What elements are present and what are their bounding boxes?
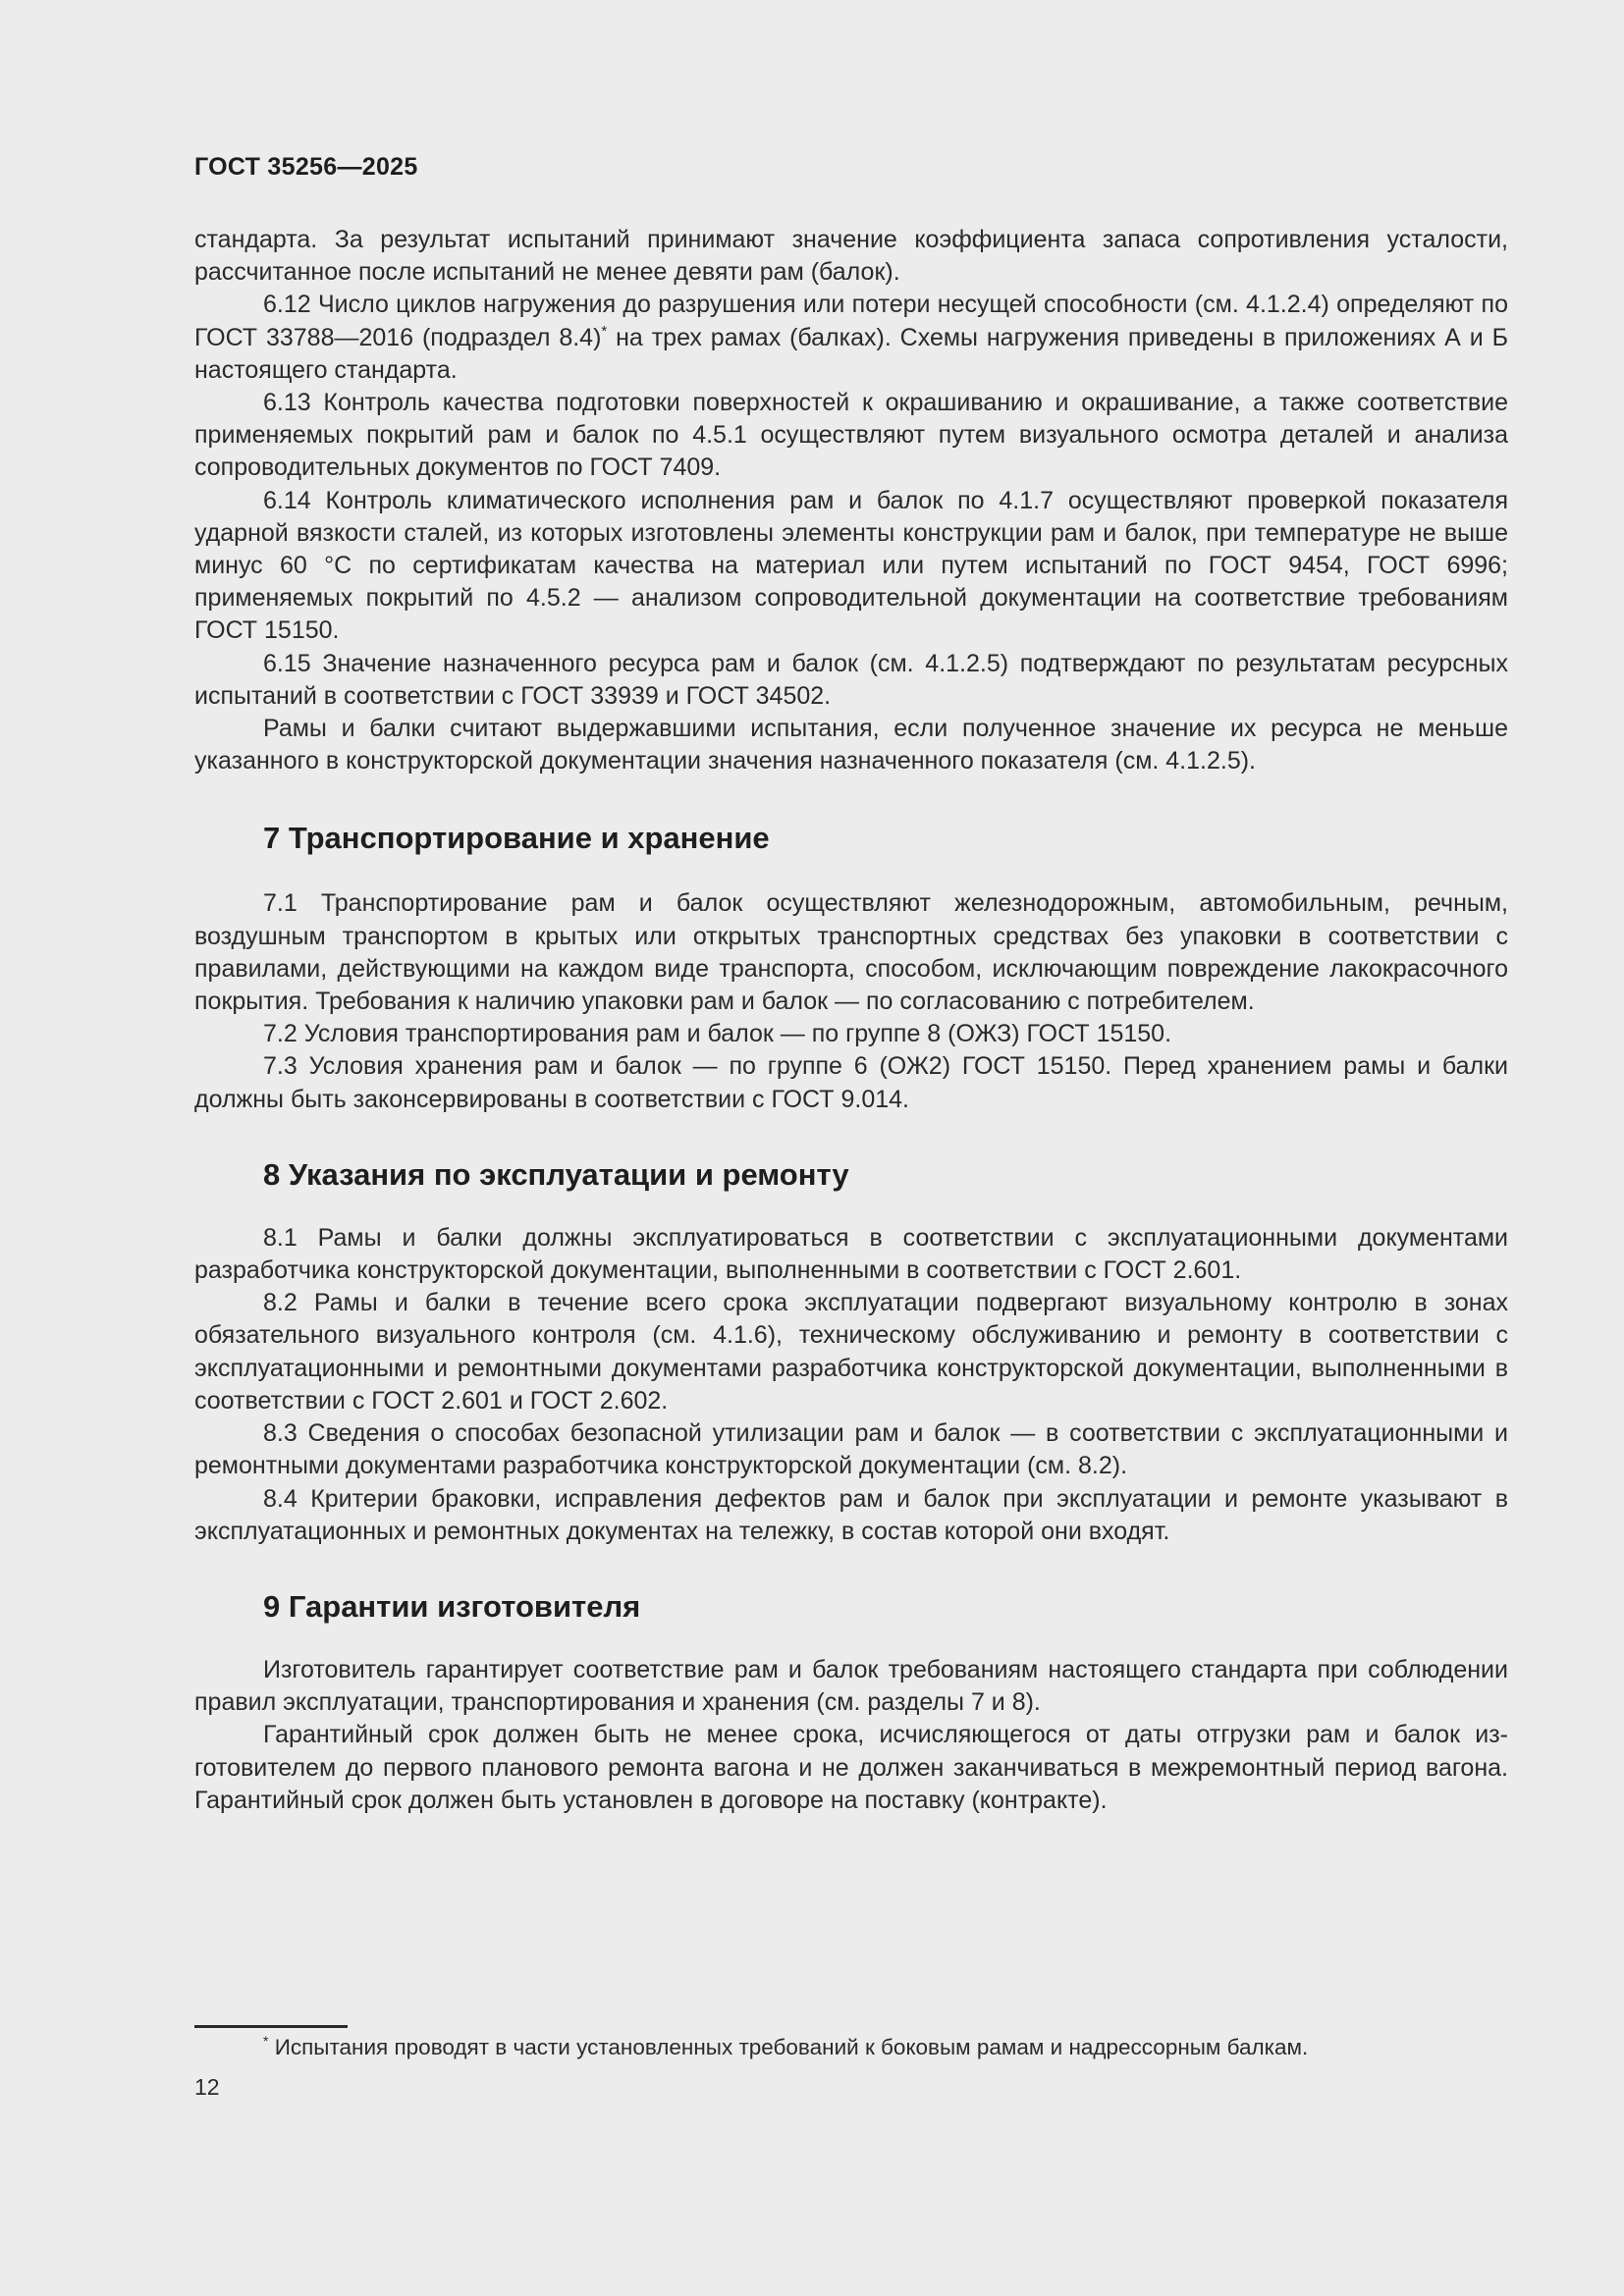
footnote-reference-mark: * bbox=[601, 322, 608, 340]
footnote-mark: * bbox=[263, 2033, 269, 2049]
paragraph-6-13: 6.13 Контроль качества подготовки поверхностей к окрашиванию и окрашивание, а также соответствие применяемых покрытий рам и балок по 4.5.1 осуществляют путем визуального осмотра деталей и анализа сопроводительных документов по ГОСТ 7409. bbox=[194, 389, 1508, 482]
paragraph-8-4: 8.4 Критерии браковки, исправления дефектов рам и балок при эксплуатации и ремонте указывают в эксплуатационных и ремонтных документах на тележку, в состав которой они входят. bbox=[194, 1484, 1508, 1545]
paragraph-6-12-text-b: на трех рамах (балках). Схемы нагружения приведены в приложениях А и Б настоящего стандарта. bbox=[194, 323, 1508, 384]
paragraph-7-1: 7.1 Транспортирование рам и балок осуществляют железнодорожным, автомобильным, речным, воздушным транспортом в крытых или открытых транспортных средствах без упаковки в соответствии с правилами, действующими на каждом виде транспорта, способом, исключающим повреждение лакокрасочного покрытия. Требования к наличию упаковки рам и балок — по согласованию с потребителем. bbox=[194, 889, 1508, 1016]
document-header: ГОСТ 35256—2025 bbox=[194, 153, 418, 181]
paragraph-6-15: 6.15 Значение назначенного ресурса рам и балок (см. 4.1.2.5) подтверждают по результатам ресурсных испытаний в соответствии с ГОСТ 33939 и ГОСТ 34502. bbox=[194, 649, 1508, 710]
footnote bbox=[263, 2033, 1308, 2062]
paragraph-9-warranty: Изготовитель гарантирует соответствие рам и балок требованиям настоящего стандарта при соблюдении правил эксплуатации, транспортирования и хранения (см. разделы 7 и 8). bbox=[194, 1655, 1508, 1717]
paragraph-6-12-text-a: 6.12 Число циклов нагружения до разрушения или потери несущей способности (см. 4.1.2.4) определяют по ГОСТ 33788—2016 (подраздел 8.4) bbox=[194, 291, 1508, 351]
paragraph-7-2: 7.2 Условия транспортирования рам и балок — по группе 8 (ОЖЗ) ГОСТ 15150. bbox=[263, 1020, 1172, 1048]
page-number: 12 bbox=[194, 2074, 220, 2100]
paragraph-continuation: стандарта. За результат испытаний принимают значение коэффициента запаса сопротивления усталости, рассчитанное после испытаний не менее девяти рам (балок). bbox=[194, 226, 1508, 287]
section-7-heading: 7 Транспортирование и хранение bbox=[263, 821, 770, 856]
paragraph-6-12 bbox=[194, 289, 1508, 387]
paragraph-8-2: 8.2 Рамы и балки в течение всего срока эксплуатации подвергают визуальному контролю в зонах обязательного визуального контроля (см. 4.1.6), техническому обслуживанию и ремонту в соответствии с эксплуатационными и ремонтными документами разработчика конструкторской документации, выполненными в соответствии с ГОСТ 2.601 и ГОСТ 2.602. bbox=[194, 1289, 1508, 1415]
paragraph-6-14: 6.14 Контроль климатического исполнения рам и балок по 4.1.7 осуществляют проверкой показателя ударной вязкости сталей, из которых изготовлены элементы конструкции рам и балок, при температуре не выше минус 60 °С по сертификатам качества на материал или путем испытаний по ГОСТ 9454, ГОСТ 6996; применяемых покрытий по 4.5.2 — анализом сопроводительной документации на соответствие требованиям ГОСТ 15150. bbox=[194, 486, 1508, 645]
paragraph-8-1: 8.1 Рамы и балки должны эксплуатироваться в соответствии с эксплуатационными документами разработчика конструкторской документации, выполненными в соответствии с ГОСТ 2.601. bbox=[194, 1223, 1508, 1285]
section-9-heading: 9 Гарантии изготовителя bbox=[263, 1588, 641, 1624]
paragraph-9-warranty-period: Гарантийный срок должен быть не менее срока, исчисляющегося от даты отгрузки рам и балок изготовителем до первого планового ремонта вагона и не должен заканчиваться в межремонтный период вагона. Гарантийный срок должен быть установлен в договоре на поставку (контракте). bbox=[194, 1721, 1508, 1814]
paragraph-7-3: 7.3 Условия хранения рам и балок — по группе 6 (ОЖ2) ГОСТ 15150. Перед хранением рамы и балки должны быть законсервированы в соответствии с ГОСТ 9.014. bbox=[194, 1052, 1508, 1113]
paragraph-6-15-continued: Рамы и балки считают выдержавшими испытания, если полученное значение их ресурса не меньше указанного в конструкторской документации значения назначенного показателя (см. 4.1.2.5). bbox=[194, 715, 1508, 775]
paragraph-8-3: 8.3 Сведения о способах безопасной утилизации рам и балок — в соответствии с эксплуатационными и ремонтными документами разработчика конструкторской документации (см. 8.2). bbox=[194, 1419, 1508, 1480]
page-body bbox=[194, 224, 1508, 1817]
footnote-separator bbox=[194, 2025, 348, 2028]
section-8-heading: 8 Указания по эксплуатации и ремонту bbox=[263, 1156, 849, 1192]
footnote-text: Испытания проводят в части установленных требований к боковым рамам и надрессорным балкам. bbox=[268, 2035, 1309, 2059]
